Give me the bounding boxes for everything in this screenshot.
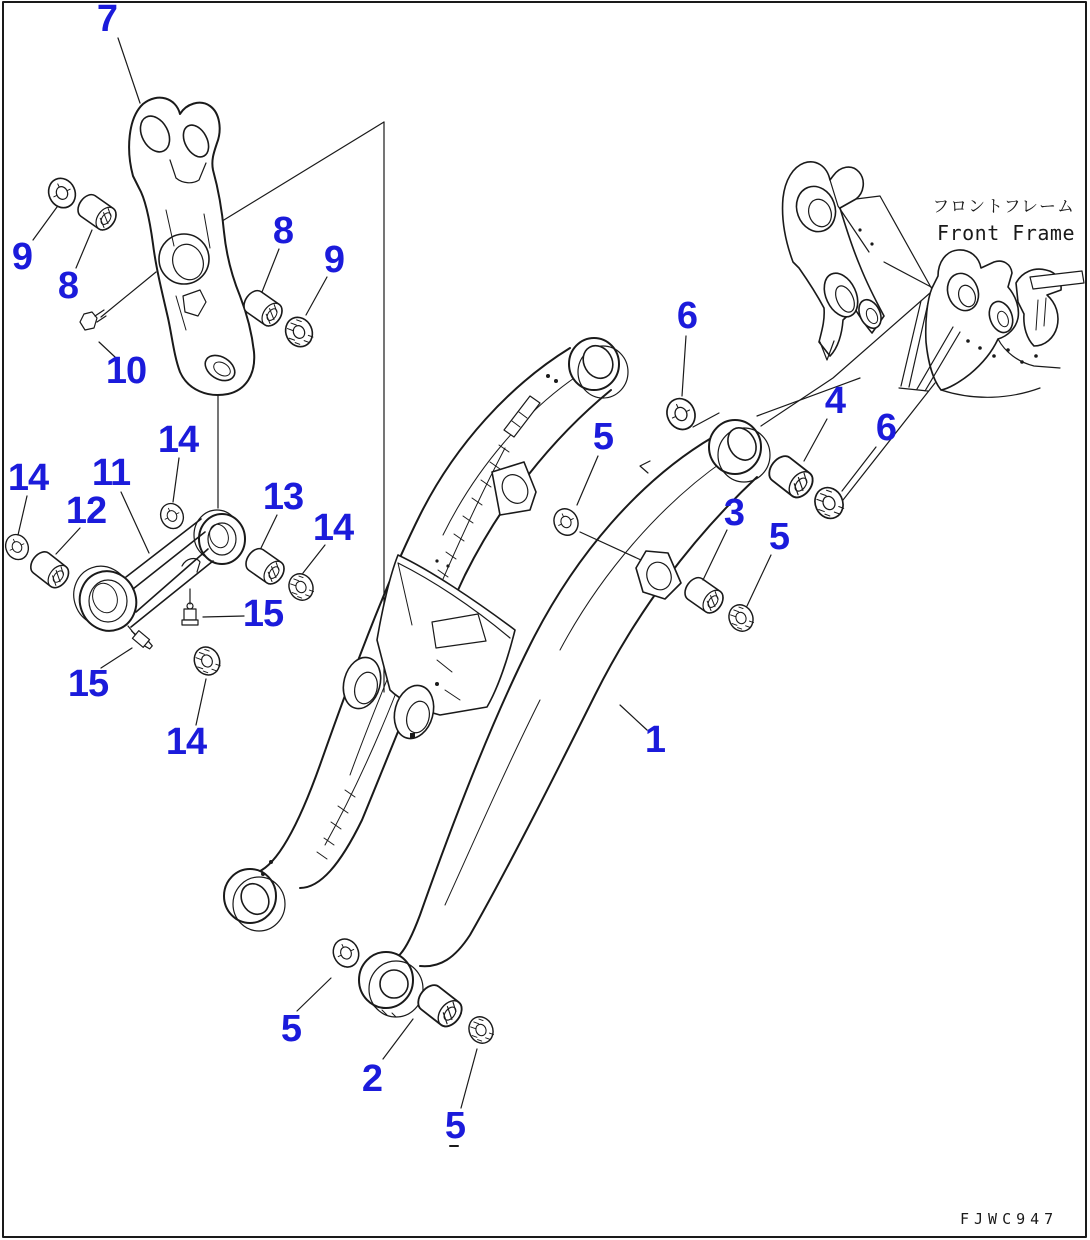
callout-9[interactable]: 9 bbox=[323, 239, 345, 281]
callout-5[interactable]: 5 bbox=[768, 516, 790, 558]
callout-6[interactable]: 6 bbox=[676, 295, 698, 337]
callout-8[interactable]: 8 bbox=[57, 265, 79, 307]
callout-14[interactable]: 14 bbox=[165, 721, 207, 763]
callout-5[interactable]: 5 bbox=[444, 1105, 466, 1147]
callout-8[interactable]: 8 bbox=[272, 210, 294, 252]
callout-14[interactable]: 14 bbox=[157, 419, 199, 461]
callout-9[interactable]: 9 bbox=[11, 236, 33, 278]
callout-3[interactable]: 3 bbox=[723, 492, 745, 534]
callout-11[interactable]: 11 bbox=[91, 452, 131, 494]
drawing-code: FJWC947 bbox=[960, 1210, 1059, 1228]
frame-label-en: Front Frame bbox=[937, 221, 1075, 245]
callout-7[interactable]: 7 bbox=[96, 0, 118, 40]
callout-12[interactable]: 12 bbox=[65, 490, 107, 532]
callout-6[interactable]: 6 bbox=[875, 407, 897, 449]
callout-5[interactable]: 5 bbox=[592, 416, 614, 458]
callout-15[interactable]: 15 bbox=[67, 663, 109, 705]
callout-13[interactable]: 13 bbox=[262, 476, 304, 518]
callout-4[interactable]: 4 bbox=[824, 380, 846, 422]
callout-2[interactable]: 2 bbox=[361, 1058, 383, 1100]
callout-10[interactable]: 10 bbox=[105, 350, 147, 392]
callout-14[interactable]: 14 bbox=[312, 507, 354, 549]
callout-15[interactable]: 15 bbox=[242, 593, 284, 635]
frame-label-jp: フロントフレーム bbox=[932, 197, 1075, 217]
callout-5[interactable]: 5 bbox=[280, 1008, 302, 1050]
callout-14[interactable]: 14 bbox=[7, 457, 49, 499]
callout-1[interactable]: 1 bbox=[644, 719, 666, 761]
frame-label bbox=[932, 194, 1075, 246]
